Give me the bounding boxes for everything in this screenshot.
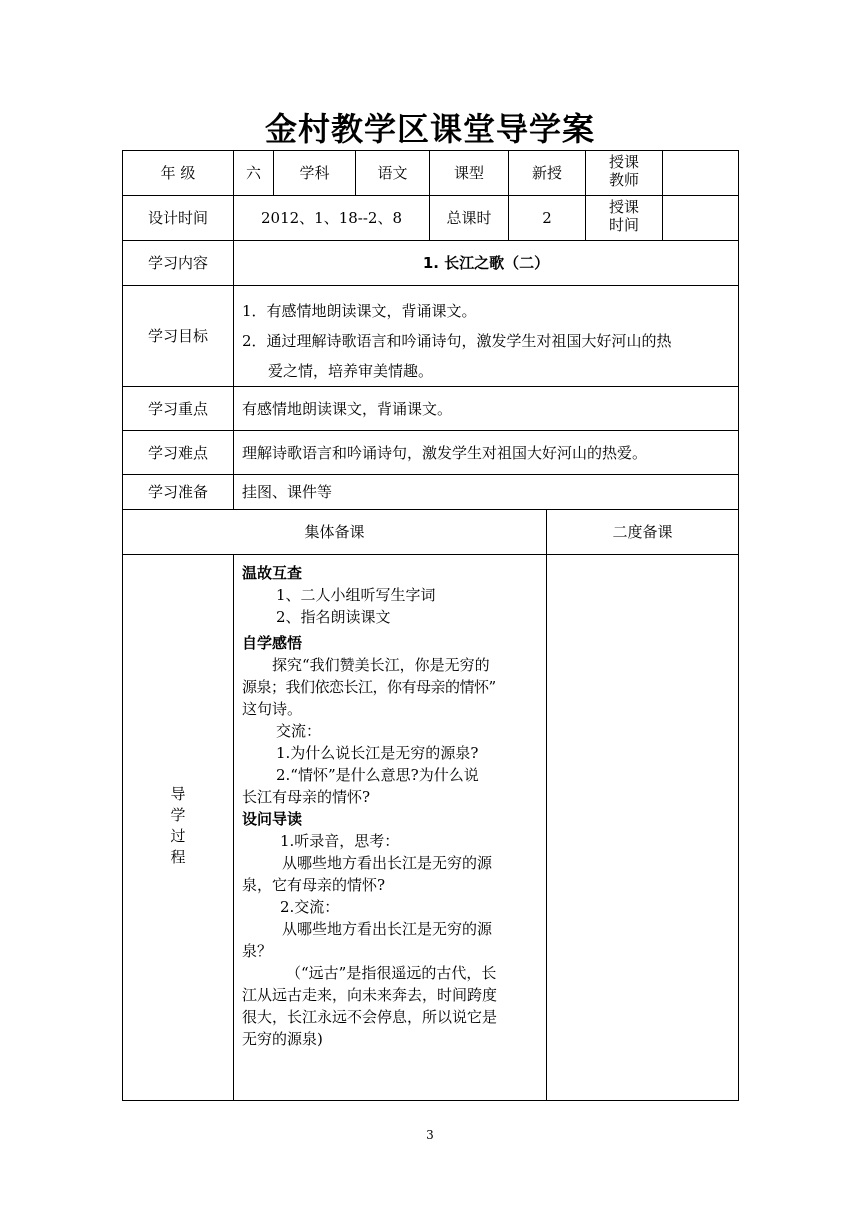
collective-header: 集体备课 bbox=[304, 523, 365, 541]
paragraph-line: 这句诗。 bbox=[242, 700, 303, 718]
paragraph-line: 从哪些地方看出长江是无穷的源 bbox=[282, 854, 493, 872]
paragraph-line: 泉？ bbox=[242, 942, 273, 960]
teacher-label bbox=[586, 153, 662, 195]
teacher-label-line2: 教师 bbox=[608, 171, 639, 189]
goal-1: 1．有感情地朗读课文，背诵课文。 bbox=[242, 302, 477, 320]
lesson-time-label bbox=[586, 198, 662, 240]
preparation-label: 学习准备 bbox=[147, 483, 208, 501]
page-number: 3 bbox=[426, 1128, 434, 1142]
process-label-char: 学 bbox=[170, 806, 186, 824]
list-item: 2.“情怀”是什么意思?为什么说 bbox=[276, 766, 479, 784]
section-guided-reading-title: 设问导读 bbox=[242, 810, 303, 828]
type-value: 新授 bbox=[531, 164, 562, 182]
process-label-char: 过 bbox=[170, 827, 186, 845]
section-review-title: 温故互查 bbox=[242, 564, 303, 582]
goal-2: 2．通过理解诗歌语言和吟诵诗句，激发学生对祖国大好河山的热 bbox=[242, 332, 672, 350]
list-item: 2.交流： bbox=[280, 898, 340, 916]
second-header: 二度备课 bbox=[612, 523, 673, 541]
paragraph-line: 源泉；我们依恋长江，你有母亲的情怀” bbox=[242, 678, 496, 696]
goals-label: 学习目标 bbox=[147, 327, 208, 345]
paragraph-line: （“远古”是指很遥远的古代，长 bbox=[286, 964, 497, 982]
subject-value: 语文 bbox=[377, 164, 408, 182]
page-title: 金村教学区课堂导学案 bbox=[264, 110, 595, 148]
paragraph-line: 从哪些地方看出长江是无穷的源 bbox=[282, 920, 493, 938]
paragraph-line: 交流： bbox=[276, 722, 322, 740]
preparation-value: 挂图、课件等 bbox=[242, 483, 333, 501]
process-content bbox=[242, 562, 542, 1050]
type-label: 课型 bbox=[453, 164, 484, 182]
difficulties-value: 理解诗歌语言和吟诵诗句，激发学生对祖国大好河山的热爱。 bbox=[242, 443, 648, 462]
list-item: 1、二人小组听写生字词 bbox=[276, 586, 436, 604]
difficulties-label: 学习难点 bbox=[147, 443, 208, 462]
paragraph-line: 泉，它有母亲的情怀? bbox=[242, 876, 386, 894]
paragraph-line: 探究“我们赞美长江，你是无穷的 bbox=[272, 656, 490, 674]
goal-2-continued: 爱之情，培养审美情趣。 bbox=[268, 362, 434, 380]
list-item: 1.听录音，思考： bbox=[280, 832, 400, 850]
process-label-char: 导 bbox=[170, 785, 186, 803]
total-hours-label: 总课时 bbox=[446, 209, 492, 227]
paragraph-line: 江从远古走来，向未来奔去，时间跨度 bbox=[242, 986, 498, 1004]
process-label-char: 程 bbox=[170, 848, 186, 866]
lesson-time-label-line1: 授课 bbox=[608, 198, 639, 216]
content-label: 学习内容 bbox=[147, 254, 208, 272]
paragraph-line: 长江有母亲的情怀? bbox=[242, 788, 371, 806]
design-time-label: 设计时间 bbox=[147, 209, 208, 227]
paragraph-line: 很大，长江永远不会停息，所以说它是 bbox=[242, 1008, 498, 1026]
list-item: 1.为什么说长江是无穷的源泉? bbox=[276, 744, 479, 762]
paragraph-line: 无穷的源泉) bbox=[242, 1030, 323, 1048]
total-hours-value: 2 bbox=[542, 209, 552, 227]
teacher-value bbox=[663, 151, 738, 195]
subject-label: 学科 bbox=[299, 164, 330, 182]
content-value: 1. 长江之歌（二） bbox=[422, 254, 550, 272]
key-points-value: 有感情地朗读课文，背诵课文。 bbox=[242, 399, 453, 418]
list-item: 2、指名朗读课文 bbox=[276, 608, 391, 626]
teacher-label-line1: 授课 bbox=[608, 153, 639, 171]
key-points-label: 学习重点 bbox=[147, 399, 208, 418]
lesson-time-label-line2: 时间 bbox=[608, 216, 639, 234]
process-label bbox=[123, 784, 233, 868]
lesson-time-value bbox=[663, 196, 738, 240]
grade-label: 年 级 bbox=[160, 164, 196, 182]
design-time-value: 2012、1、18--2、8 bbox=[260, 209, 403, 227]
grade-value: 六 bbox=[245, 164, 261, 182]
section-self-study-title: 自学感悟 bbox=[242, 634, 303, 652]
goals-text bbox=[242, 296, 736, 386]
